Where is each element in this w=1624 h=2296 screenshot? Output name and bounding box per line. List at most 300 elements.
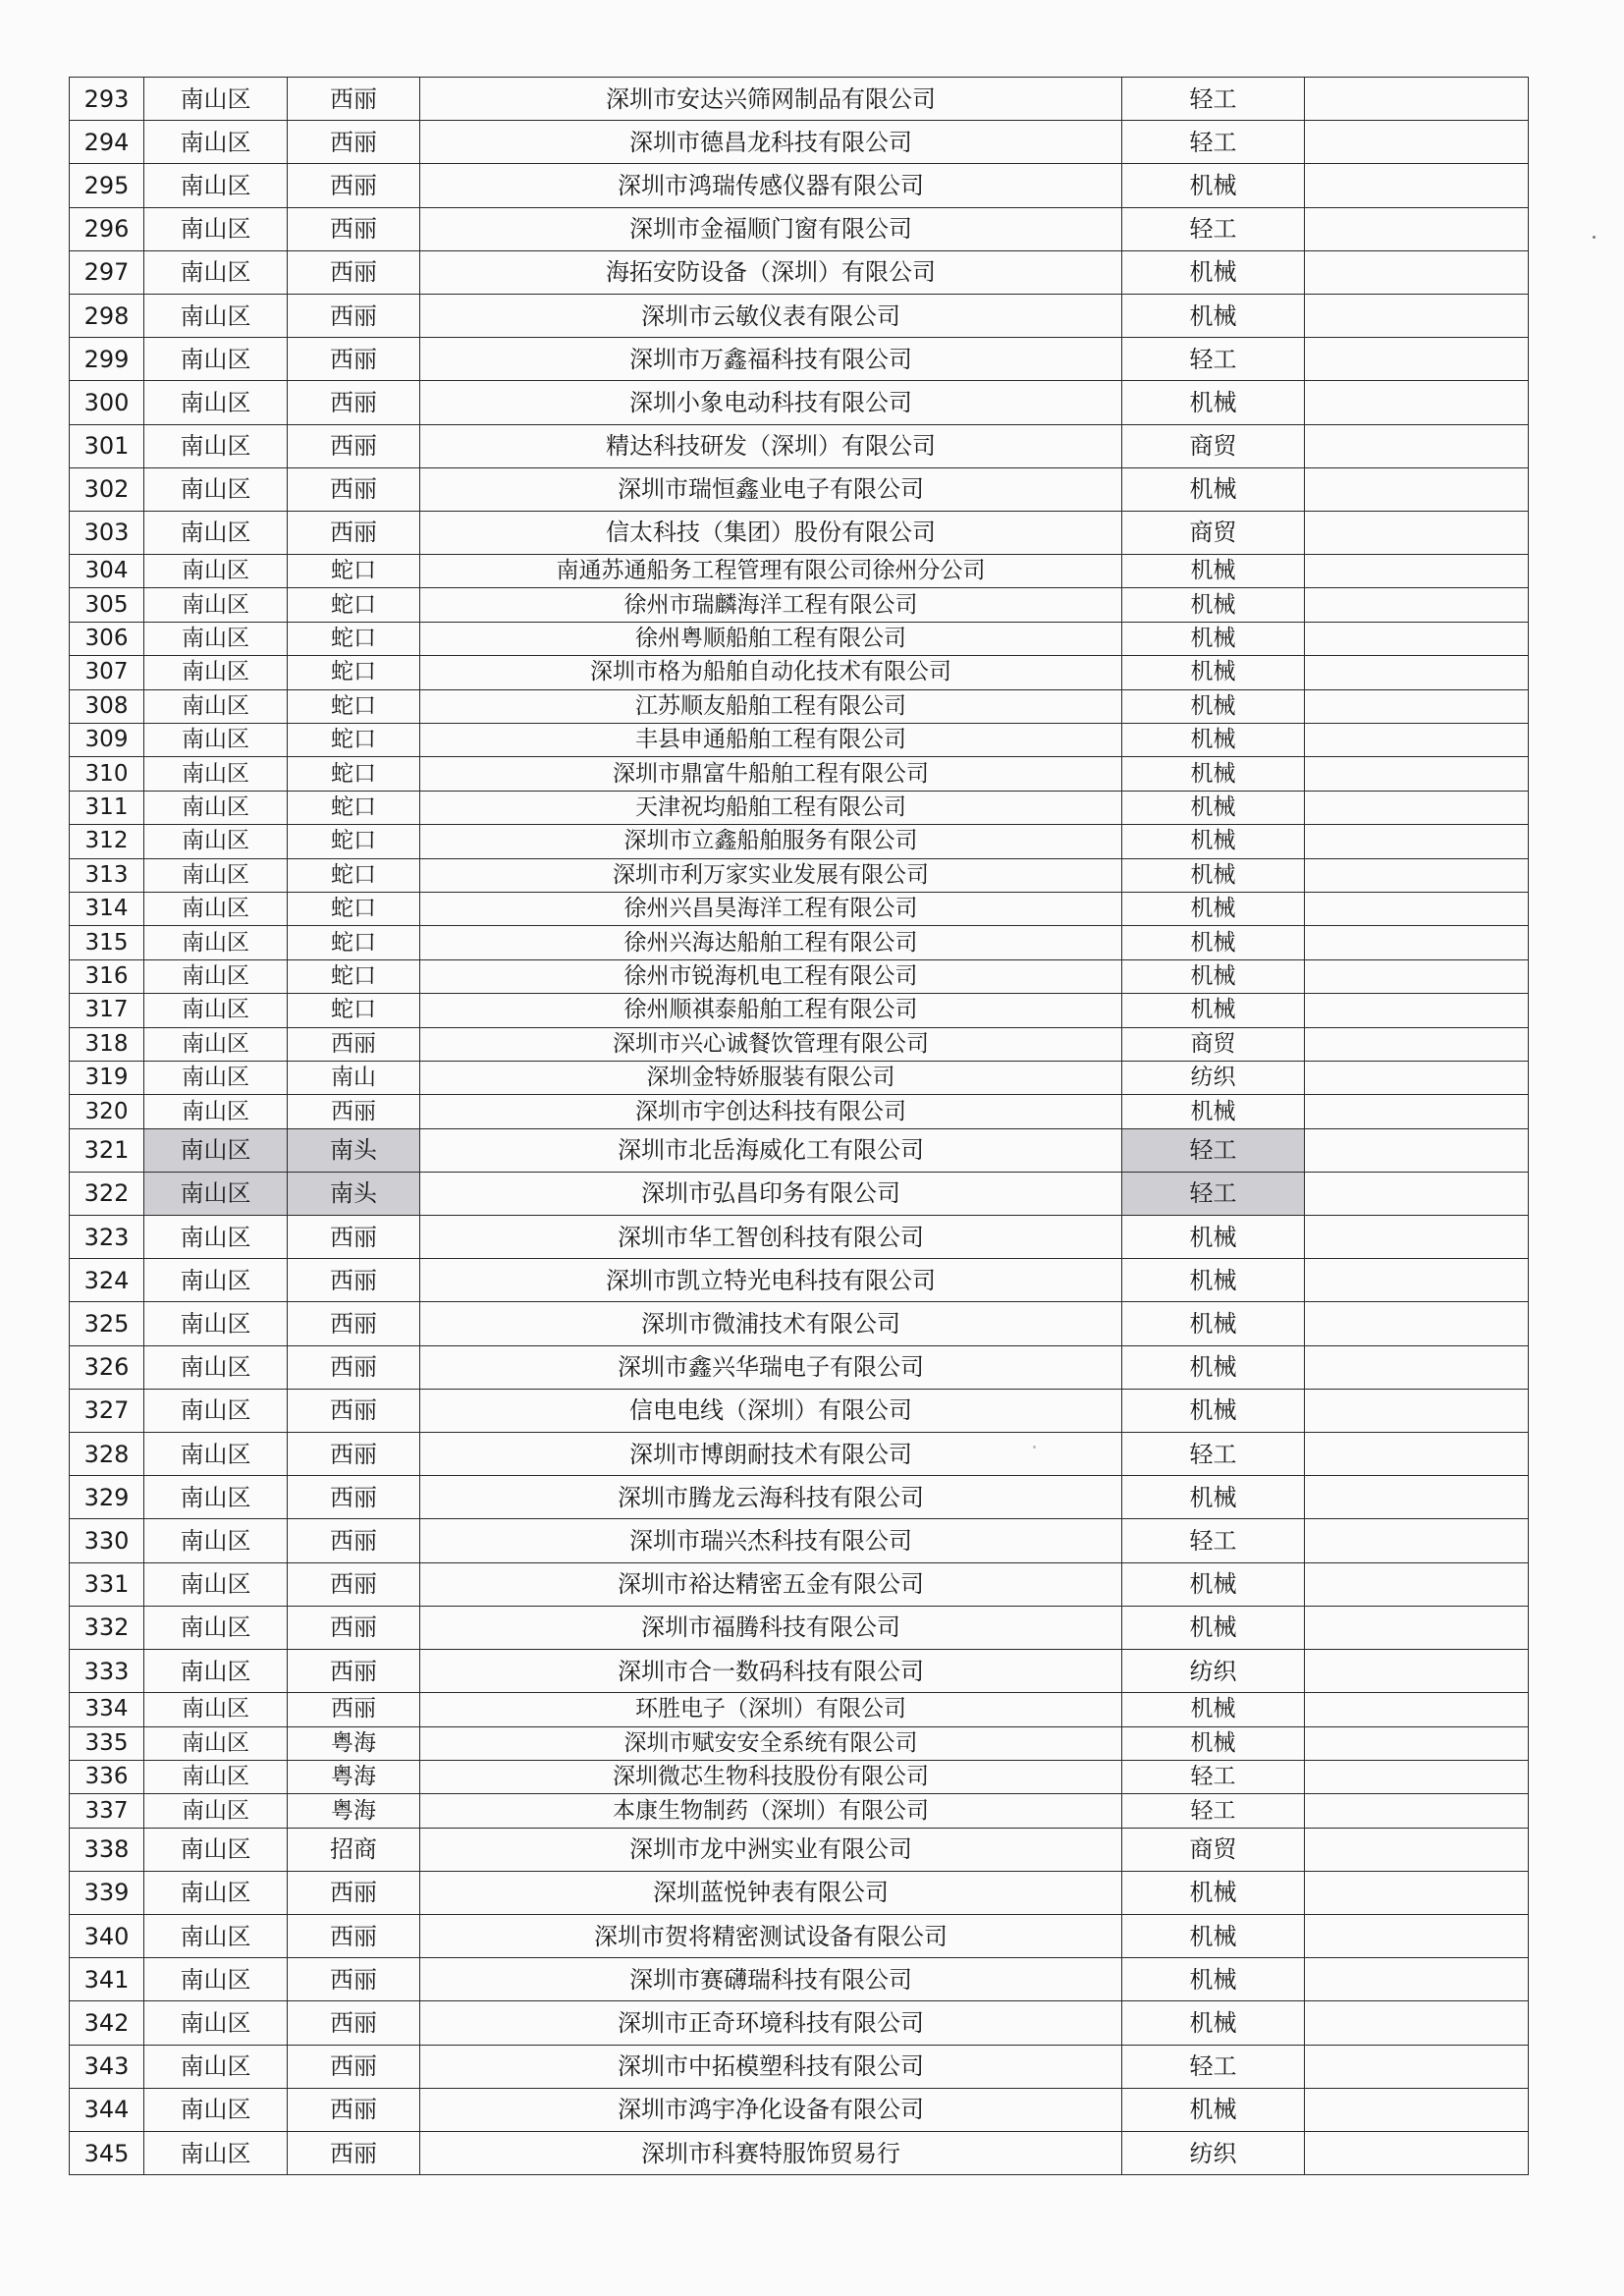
row-number: 337 bbox=[70, 1794, 144, 1828]
subdistrict-cell: 南头 bbox=[288, 1128, 420, 1172]
subdistrict-cell: 蛇口 bbox=[288, 724, 420, 757]
company-name-cell: 江苏顺友船舶工程有限公司 bbox=[420, 689, 1122, 723]
company-name-cell: 深圳市龙中洲实业有限公司 bbox=[420, 1828, 1122, 1871]
row-number: 302 bbox=[70, 467, 144, 511]
district-cell: 南山区 bbox=[144, 1128, 288, 1172]
document-sheet bbox=[69, 77, 1528, 2175]
table-row bbox=[70, 1693, 1529, 1726]
district-cell: 南山区 bbox=[144, 164, 288, 207]
district-cell: 南山区 bbox=[144, 2045, 288, 2088]
table-row bbox=[70, 1389, 1529, 1432]
subdistrict-cell: 西丽 bbox=[288, 164, 420, 207]
note-cell bbox=[1305, 424, 1529, 467]
company-name-cell: 深圳市瑞恒鑫业电子有限公司 bbox=[420, 467, 1122, 511]
note-cell bbox=[1305, 689, 1529, 723]
row-number: 320 bbox=[70, 1095, 144, 1128]
district-cell: 南山区 bbox=[144, 1476, 288, 1519]
note-cell bbox=[1305, 1519, 1529, 1562]
row-number: 325 bbox=[70, 1302, 144, 1345]
row-number: 308 bbox=[70, 689, 144, 723]
company-name-cell: 深圳市北岳海威化工有限公司 bbox=[420, 1128, 1122, 1172]
industry-cell: 轻工 bbox=[1122, 1519, 1305, 1562]
industry-cell: 机械 bbox=[1122, 858, 1305, 892]
table-row bbox=[70, 926, 1529, 959]
subdistrict-cell: 蛇口 bbox=[288, 892, 420, 925]
district-cell: 南山区 bbox=[144, 1649, 288, 1692]
company-name-cell: 信太科技（集团）股份有限公司 bbox=[420, 511, 1122, 554]
table-row bbox=[70, 1760, 1529, 1793]
note-cell bbox=[1305, 1259, 1529, 1302]
industry-cell: 机械 bbox=[1122, 622, 1305, 655]
company-name-cell: 深圳市腾龙云海科技有限公司 bbox=[420, 1476, 1122, 1519]
company-name-cell: 深圳市云敏仪表有限公司 bbox=[420, 294, 1122, 337]
row-number: 314 bbox=[70, 892, 144, 925]
table-row bbox=[70, 1726, 1529, 1760]
note-cell bbox=[1305, 1345, 1529, 1389]
industry-cell: 轻工 bbox=[1122, 121, 1305, 164]
industry-cell: 机械 bbox=[1122, 1871, 1305, 1914]
subdistrict-cell: 蛇口 bbox=[288, 791, 420, 824]
industry-cell: 机械 bbox=[1122, 250, 1305, 294]
note-cell bbox=[1305, 78, 1529, 121]
industry-cell: 机械 bbox=[1122, 1389, 1305, 1432]
note-cell bbox=[1305, 1389, 1529, 1432]
district-cell: 南山区 bbox=[144, 1095, 288, 1128]
note-cell bbox=[1305, 959, 1529, 993]
table-row bbox=[70, 381, 1529, 424]
district-cell: 南山区 bbox=[144, 1726, 288, 1760]
district-cell: 南山区 bbox=[144, 338, 288, 381]
row-number: 326 bbox=[70, 1345, 144, 1389]
company-name-cell: 深圳市赋安安全系统有限公司 bbox=[420, 1726, 1122, 1760]
row-number: 307 bbox=[70, 656, 144, 689]
industry-cell: 机械 bbox=[1122, 588, 1305, 622]
table-row bbox=[70, 622, 1529, 655]
table-row bbox=[70, 294, 1529, 337]
row-number: 317 bbox=[70, 994, 144, 1027]
company-name-cell: 深圳金特娇服装有限公司 bbox=[420, 1061, 1122, 1094]
industry-cell: 机械 bbox=[1122, 467, 1305, 511]
note-cell bbox=[1305, 1760, 1529, 1793]
table-row bbox=[70, 1828, 1529, 1871]
industry-cell: 纺织 bbox=[1122, 2132, 1305, 2175]
table-row bbox=[70, 78, 1529, 121]
row-number: 328 bbox=[70, 1433, 144, 1476]
row-number: 327 bbox=[70, 1389, 144, 1432]
district-cell: 南山区 bbox=[144, 757, 288, 791]
industry-cell: 机械 bbox=[1122, 1915, 1305, 1958]
table-row bbox=[70, 555, 1529, 588]
row-number: 309 bbox=[70, 724, 144, 757]
subdistrict-cell: 西丽 bbox=[288, 2088, 420, 2131]
company-name-cell: 南通苏通船务工程管理有限公司徐州分公司 bbox=[420, 555, 1122, 588]
company-name-cell: 环胜电子（深圳）有限公司 bbox=[420, 1693, 1122, 1726]
company-name-cell: 深圳蓝悦钟表有限公司 bbox=[420, 1871, 1122, 1914]
row-number: 323 bbox=[70, 1216, 144, 1259]
row-number: 341 bbox=[70, 1958, 144, 2001]
district-cell: 南山区 bbox=[144, 858, 288, 892]
row-number: 332 bbox=[70, 1606, 144, 1649]
subdistrict-cell: 粤海 bbox=[288, 1760, 420, 1793]
industry-cell: 纺织 bbox=[1122, 1061, 1305, 1094]
row-number: 321 bbox=[70, 1128, 144, 1172]
company-name-cell: 海拓安防设备（深圳）有限公司 bbox=[420, 250, 1122, 294]
scan-speck bbox=[1033, 1446, 1036, 1449]
table-row bbox=[70, 207, 1529, 250]
note-cell bbox=[1305, 1302, 1529, 1345]
row-number: 312 bbox=[70, 825, 144, 858]
row-number: 338 bbox=[70, 1828, 144, 1871]
industry-cell: 机械 bbox=[1122, 1095, 1305, 1128]
table-row bbox=[70, 1915, 1529, 1958]
industry-cell: 机械 bbox=[1122, 2088, 1305, 2131]
district-cell: 南山区 bbox=[144, 959, 288, 993]
district-cell: 南山区 bbox=[144, 1302, 288, 1345]
subdistrict-cell: 西丽 bbox=[288, 1915, 420, 1958]
district-cell: 南山区 bbox=[144, 2001, 288, 2045]
row-number: 305 bbox=[70, 588, 144, 622]
industry-cell: 机械 bbox=[1122, 1562, 1305, 1606]
table-row bbox=[70, 1172, 1529, 1215]
row-number: 313 bbox=[70, 858, 144, 892]
industry-cell: 机械 bbox=[1122, 825, 1305, 858]
subdistrict-cell: 南山 bbox=[288, 1061, 420, 1094]
note-cell bbox=[1305, 1693, 1529, 1726]
district-cell: 南山区 bbox=[144, 555, 288, 588]
industry-cell: 机械 bbox=[1122, 959, 1305, 993]
note-cell bbox=[1305, 1726, 1529, 1760]
table-row bbox=[70, 2088, 1529, 2131]
table-row bbox=[70, 338, 1529, 381]
note-cell bbox=[1305, 511, 1529, 554]
industry-cell: 轻工 bbox=[1122, 78, 1305, 121]
note-cell bbox=[1305, 1216, 1529, 1259]
district-cell: 南山区 bbox=[144, 892, 288, 925]
subdistrict-cell: 西丽 bbox=[288, 207, 420, 250]
industry-cell: 商贸 bbox=[1122, 1828, 1305, 1871]
industry-cell: 轻工 bbox=[1122, 2045, 1305, 2088]
row-number: 297 bbox=[70, 250, 144, 294]
note-cell bbox=[1305, 724, 1529, 757]
subdistrict-cell: 蛇口 bbox=[288, 656, 420, 689]
note-cell bbox=[1305, 1172, 1529, 1215]
row-number: 335 bbox=[70, 1726, 144, 1760]
row-number: 295 bbox=[70, 164, 144, 207]
industry-cell: 机械 bbox=[1122, 791, 1305, 824]
company-name-cell: 丰县申通船舶工程有限公司 bbox=[420, 724, 1122, 757]
subdistrict-cell: 蛇口 bbox=[288, 588, 420, 622]
table-row bbox=[70, 1519, 1529, 1562]
industry-cell: 机械 bbox=[1122, 1726, 1305, 1760]
subdistrict-cell: 蛇口 bbox=[288, 825, 420, 858]
table-row bbox=[70, 1216, 1529, 1259]
table-row bbox=[70, 424, 1529, 467]
table-row bbox=[70, 1128, 1529, 1172]
subdistrict-cell: 西丽 bbox=[288, 1606, 420, 1649]
industry-cell: 机械 bbox=[1122, 757, 1305, 791]
row-number: 339 bbox=[70, 1871, 144, 1914]
company-name-cell: 深圳小象电动科技有限公司 bbox=[420, 381, 1122, 424]
industry-cell: 机械 bbox=[1122, 381, 1305, 424]
company-name-cell: 深圳市格为船舶自动化技术有限公司 bbox=[420, 656, 1122, 689]
company-name-cell: 本康生物制药（深圳）有限公司 bbox=[420, 1794, 1122, 1828]
company-name-cell: 天津祝均船舶工程有限公司 bbox=[420, 791, 1122, 824]
table-row bbox=[70, 1259, 1529, 1302]
subdistrict-cell: 西丽 bbox=[288, 1027, 420, 1061]
company-name-cell: 深圳市安达兴筛网制品有限公司 bbox=[420, 78, 1122, 121]
note-cell bbox=[1305, 1095, 1529, 1128]
note-cell bbox=[1305, 994, 1529, 1027]
industry-cell: 纺织 bbox=[1122, 1649, 1305, 1692]
company-name-cell: 深圳市华工智创科技有限公司 bbox=[420, 1216, 1122, 1259]
table-row bbox=[70, 250, 1529, 294]
industry-cell: 轻工 bbox=[1122, 207, 1305, 250]
note-cell bbox=[1305, 926, 1529, 959]
district-cell: 南山区 bbox=[144, 724, 288, 757]
district-cell: 南山区 bbox=[144, 825, 288, 858]
note-cell bbox=[1305, 1128, 1529, 1172]
industry-cell: 机械 bbox=[1122, 2001, 1305, 2045]
district-cell: 南山区 bbox=[144, 1345, 288, 1389]
row-number: 303 bbox=[70, 511, 144, 554]
district-cell: 南山区 bbox=[144, 1562, 288, 1606]
company-name-cell: 深圳市鸿宇净化设备有限公司 bbox=[420, 2088, 1122, 2131]
note-cell bbox=[1305, 622, 1529, 655]
row-number: 344 bbox=[70, 2088, 144, 2131]
table-row bbox=[70, 1345, 1529, 1389]
subdistrict-cell: 西丽 bbox=[288, 1476, 420, 1519]
note-cell bbox=[1305, 1027, 1529, 1061]
row-number: 296 bbox=[70, 207, 144, 250]
table-row bbox=[70, 858, 1529, 892]
industry-cell: 轻工 bbox=[1122, 338, 1305, 381]
table-row bbox=[70, 1095, 1529, 1128]
district-cell: 南山区 bbox=[144, 78, 288, 121]
table-row bbox=[70, 2132, 1529, 2175]
table-row bbox=[70, 791, 1529, 824]
company-name-cell: 深圳市贺将精密测试设备有限公司 bbox=[420, 1915, 1122, 1958]
note-cell bbox=[1305, 1061, 1529, 1094]
note-cell bbox=[1305, 2132, 1529, 2175]
subdistrict-cell: 蛇口 bbox=[288, 689, 420, 723]
subdistrict-cell: 粤海 bbox=[288, 1726, 420, 1760]
subdistrict-cell: 西丽 bbox=[288, 467, 420, 511]
note-cell bbox=[1305, 1562, 1529, 1606]
district-cell: 南山区 bbox=[144, 1519, 288, 1562]
table-body bbox=[70, 78, 1529, 2175]
subdistrict-cell: 西丽 bbox=[288, 294, 420, 337]
company-name-cell: 徐州市锐海机电工程有限公司 bbox=[420, 959, 1122, 993]
company-name-cell: 徐州粤顺船舶工程有限公司 bbox=[420, 622, 1122, 655]
scan-speck bbox=[1593, 236, 1596, 239]
subdistrict-cell: 蛇口 bbox=[288, 858, 420, 892]
note-cell bbox=[1305, 2045, 1529, 2088]
district-cell: 南山区 bbox=[144, 1216, 288, 1259]
industry-cell: 机械 bbox=[1122, 1216, 1305, 1259]
note-cell bbox=[1305, 1828, 1529, 1871]
company-list-table bbox=[69, 77, 1529, 2175]
subdistrict-cell: 西丽 bbox=[288, 121, 420, 164]
company-name-cell: 徐州市瑞麟海洋工程有限公司 bbox=[420, 588, 1122, 622]
table-row bbox=[70, 1871, 1529, 1914]
industry-cell: 机械 bbox=[1122, 994, 1305, 1027]
subdistrict-cell: 西丽 bbox=[288, 1958, 420, 2001]
district-cell: 南山区 bbox=[144, 588, 288, 622]
subdistrict-cell: 西丽 bbox=[288, 511, 420, 554]
row-number: 311 bbox=[70, 791, 144, 824]
note-cell bbox=[1305, 294, 1529, 337]
table-row bbox=[70, 1562, 1529, 1606]
table-row bbox=[70, 1433, 1529, 1476]
row-number: 293 bbox=[70, 78, 144, 121]
industry-cell: 机械 bbox=[1122, 1302, 1305, 1345]
industry-cell: 商贸 bbox=[1122, 424, 1305, 467]
table-row bbox=[70, 1027, 1529, 1061]
district-cell: 南山区 bbox=[144, 1760, 288, 1793]
note-cell bbox=[1305, 1794, 1529, 1828]
subdistrict-cell: 西丽 bbox=[288, 381, 420, 424]
company-name-cell: 深圳市瑞兴杰科技有限公司 bbox=[420, 1519, 1122, 1562]
subdistrict-cell: 西丽 bbox=[288, 424, 420, 467]
subdistrict-cell: 西丽 bbox=[288, 2045, 420, 2088]
subdistrict-cell: 西丽 bbox=[288, 1302, 420, 1345]
district-cell: 南山区 bbox=[144, 2132, 288, 2175]
subdistrict-cell: 西丽 bbox=[288, 1389, 420, 1432]
row-number: 304 bbox=[70, 555, 144, 588]
district-cell: 南山区 bbox=[144, 622, 288, 655]
row-number: 329 bbox=[70, 1476, 144, 1519]
industry-cell: 机械 bbox=[1122, 892, 1305, 925]
industry-cell: 机械 bbox=[1122, 1259, 1305, 1302]
row-number: 345 bbox=[70, 2132, 144, 2175]
table-row bbox=[70, 724, 1529, 757]
note-cell bbox=[1305, 1958, 1529, 2001]
subdistrict-cell: 蛇口 bbox=[288, 622, 420, 655]
company-name-cell: 深圳市万鑫福科技有限公司 bbox=[420, 338, 1122, 381]
industry-cell: 机械 bbox=[1122, 1693, 1305, 1726]
row-number: 315 bbox=[70, 926, 144, 959]
industry-cell: 轻工 bbox=[1122, 1760, 1305, 1793]
note-cell bbox=[1305, 1476, 1529, 1519]
district-cell: 南山区 bbox=[144, 1027, 288, 1061]
company-name-cell: 深圳市科赛特服饰贸易行 bbox=[420, 2132, 1122, 2175]
company-name-cell: 深圳市立鑫船舶服务有限公司 bbox=[420, 825, 1122, 858]
industry-cell: 机械 bbox=[1122, 164, 1305, 207]
subdistrict-cell: 西丽 bbox=[288, 1562, 420, 1606]
note-cell bbox=[1305, 381, 1529, 424]
district-cell: 南山区 bbox=[144, 1958, 288, 2001]
district-cell: 南山区 bbox=[144, 1172, 288, 1215]
company-name-cell: 深圳微芯生物科技股份有限公司 bbox=[420, 1760, 1122, 1793]
note-cell bbox=[1305, 2001, 1529, 2045]
company-name-cell: 深圳市正奇环境科技有限公司 bbox=[420, 2001, 1122, 2045]
industry-cell: 商贸 bbox=[1122, 511, 1305, 554]
subdistrict-cell: 西丽 bbox=[288, 338, 420, 381]
district-cell: 南山区 bbox=[144, 1794, 288, 1828]
table-row bbox=[70, 757, 1529, 791]
company-name-cell: 深圳市利万家实业发展有限公司 bbox=[420, 858, 1122, 892]
industry-cell: 轻工 bbox=[1122, 1172, 1305, 1215]
company-name-cell: 信电电线（深圳）有限公司 bbox=[420, 1389, 1122, 1432]
table-row bbox=[70, 892, 1529, 925]
table-row bbox=[70, 825, 1529, 858]
subdistrict-cell: 西丽 bbox=[288, 1871, 420, 1914]
district-cell: 南山区 bbox=[144, 121, 288, 164]
subdistrict-cell: 南头 bbox=[288, 1172, 420, 1215]
district-cell: 南山区 bbox=[144, 2088, 288, 2131]
district-cell: 南山区 bbox=[144, 994, 288, 1027]
table-row bbox=[70, 1606, 1529, 1649]
industry-cell: 机械 bbox=[1122, 1345, 1305, 1389]
industry-cell: 机械 bbox=[1122, 1606, 1305, 1649]
table-row bbox=[70, 656, 1529, 689]
row-number: 310 bbox=[70, 757, 144, 791]
note-cell bbox=[1305, 825, 1529, 858]
district-cell: 南山区 bbox=[144, 294, 288, 337]
table-row bbox=[70, 121, 1529, 164]
company-name-cell: 深圳市中拓模塑科技有限公司 bbox=[420, 2045, 1122, 2088]
row-number: 340 bbox=[70, 1915, 144, 1958]
company-name-cell: 深圳市裕达精密五金有限公司 bbox=[420, 1562, 1122, 1606]
row-number: 319 bbox=[70, 1061, 144, 1094]
table-row bbox=[70, 1302, 1529, 1345]
row-number: 294 bbox=[70, 121, 144, 164]
subdistrict-cell: 西丽 bbox=[288, 1433, 420, 1476]
district-cell: 南山区 bbox=[144, 1915, 288, 1958]
district-cell: 南山区 bbox=[144, 1828, 288, 1871]
subdistrict-cell: 蛇口 bbox=[288, 926, 420, 959]
row-number: 300 bbox=[70, 381, 144, 424]
row-number: 331 bbox=[70, 1562, 144, 1606]
row-number: 322 bbox=[70, 1172, 144, 1215]
subdistrict-cell: 西丽 bbox=[288, 250, 420, 294]
table-row bbox=[70, 467, 1529, 511]
subdistrict-cell: 西丽 bbox=[288, 1216, 420, 1259]
subdistrict-cell: 蛇口 bbox=[288, 757, 420, 791]
industry-cell: 机械 bbox=[1122, 555, 1305, 588]
company-name-cell: 深圳市鸿瑞传感仪器有限公司 bbox=[420, 164, 1122, 207]
table-row bbox=[70, 1649, 1529, 1692]
subdistrict-cell: 西丽 bbox=[288, 2132, 420, 2175]
subdistrict-cell: 西丽 bbox=[288, 78, 420, 121]
table-row bbox=[70, 994, 1529, 1027]
district-cell: 南山区 bbox=[144, 511, 288, 554]
company-name-cell: 徐州兴昌昊海洋工程有限公司 bbox=[420, 892, 1122, 925]
note-cell bbox=[1305, 164, 1529, 207]
industry-cell: 机械 bbox=[1122, 724, 1305, 757]
district-cell: 南山区 bbox=[144, 467, 288, 511]
company-name-cell: 深圳市金福顺门窗有限公司 bbox=[420, 207, 1122, 250]
row-number: 334 bbox=[70, 1693, 144, 1726]
table-row bbox=[70, 164, 1529, 207]
note-cell bbox=[1305, 757, 1529, 791]
note-cell bbox=[1305, 588, 1529, 622]
row-number: 324 bbox=[70, 1259, 144, 1302]
industry-cell: 轻工 bbox=[1122, 1794, 1305, 1828]
district-cell: 南山区 bbox=[144, 250, 288, 294]
district-cell: 南山区 bbox=[144, 689, 288, 723]
row-number: 301 bbox=[70, 424, 144, 467]
table-row bbox=[70, 689, 1529, 723]
table-row bbox=[70, 1476, 1529, 1519]
note-cell bbox=[1305, 555, 1529, 588]
row-number: 299 bbox=[70, 338, 144, 381]
subdistrict-cell: 蛇口 bbox=[288, 555, 420, 588]
company-name-cell: 深圳市赛礴瑞科技有限公司 bbox=[420, 1958, 1122, 2001]
subdistrict-cell: 西丽 bbox=[288, 1649, 420, 1692]
district-cell: 南山区 bbox=[144, 381, 288, 424]
subdistrict-cell: 蛇口 bbox=[288, 994, 420, 1027]
